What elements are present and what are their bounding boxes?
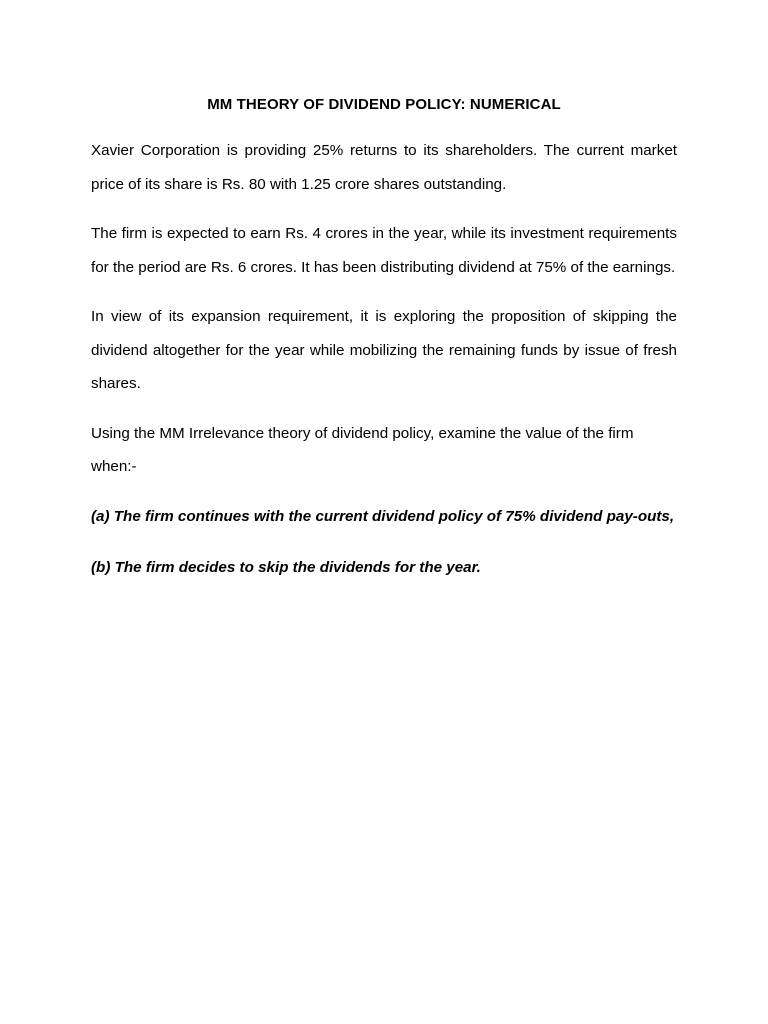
paragraph-mm-instruction: Using the MM Irrelevance theory of dividend policy, examine the value of the firm when:- [91,424,634,475]
paragraph-earnings-investment: The firm is expected to earn Rs. 4 crores in the year, while its investment requirements for the period are Rs. 6 crores. It has been distributing dividend at 75% of the earnings. [91,225,677,276]
paragraph-expansion-proposition: In view of its expansion requirement, it is exploring the proposition of skipping the dividend altogether for the year while mobilizing the remaining funds by issue of fresh shares. [91,308,677,392]
document-body [91,94,677,602]
document-title: MM THEORY OF DIVIDEND POLICY: NUMERICAL [207,96,561,113]
question-a: (a) The firm continues with the current dividend policy of 75% dividend pay-outs, [91,507,675,525]
question-b: (b) The firm decides to skip the dividends for the year. [91,558,481,576]
paragraph-company-returns: Xavier Corporation is providing 25% returns to its shareholders. The current market price of its share is Rs. 80 with 1.25 crore shares outstanding. [91,142,677,193]
